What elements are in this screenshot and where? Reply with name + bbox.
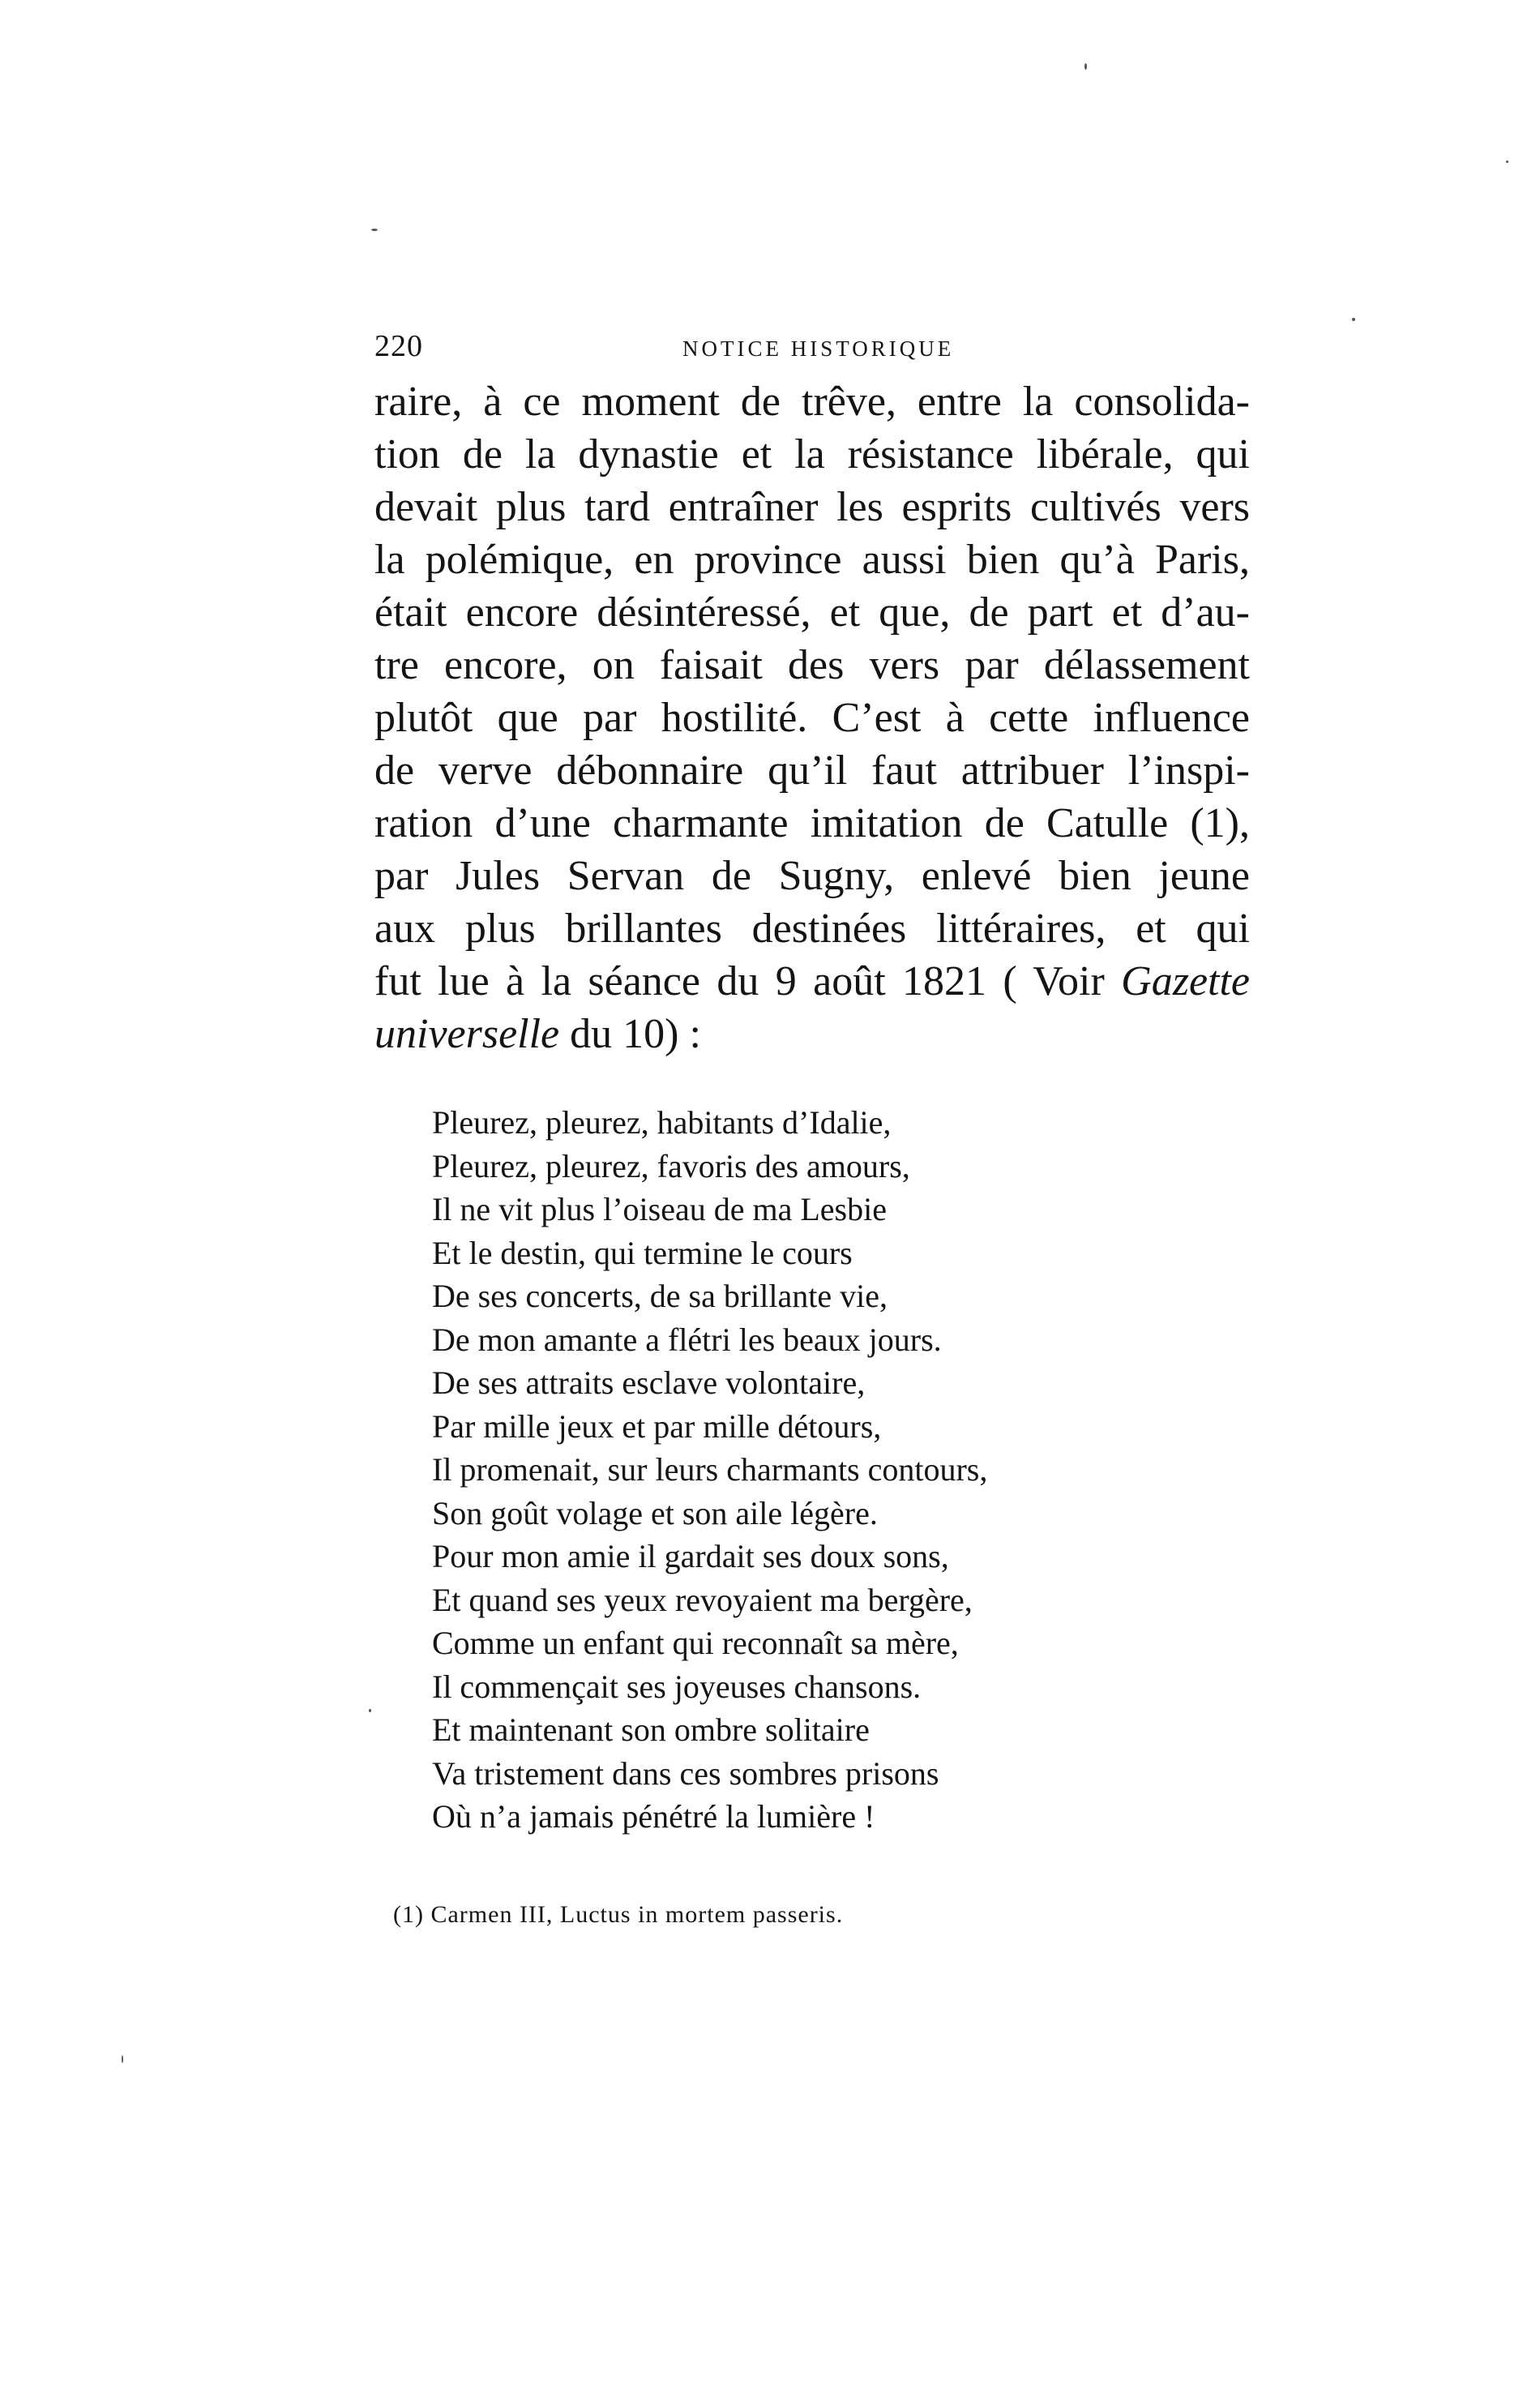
poem-verse: Il promenait, sur leurs charmants contours, bbox=[432, 1451, 988, 1488]
poem-verse: De ses attraits esclave volontaire, bbox=[432, 1364, 866, 1401]
poem-verse: Pour mon amie il gardait ses doux sons, bbox=[432, 1538, 949, 1574]
paragraph-line: tre encore, on faisait des vers par délassement bbox=[374, 642, 1250, 688]
poem-verse: De mon amante a flétri les beaux jours. bbox=[432, 1321, 942, 1358]
paragraph-text: du 10) : bbox=[559, 1011, 701, 1057]
poem-verse: Et quand ses yeux revoyaient ma bergère, bbox=[432, 1581, 973, 1618]
poem-verse: Où n’a jamais pénétré la lumière ! bbox=[432, 1798, 875, 1835]
footnote: (1) Carmen III, Luctus in mortem passeris. bbox=[393, 1901, 844, 1928]
paragraph-line: raire, à ce moment de trêve, entre la consolida- bbox=[374, 379, 1250, 425]
poem-verse: Son goût volage et son aile légère. bbox=[432, 1494, 878, 1531]
running-head: NOTICE HISTORIQUE bbox=[682, 336, 955, 361]
paragraph-line: par Jules Servan de Sugny, enlevé bien jeune bbox=[374, 853, 1250, 899]
poem-verse: Il ne vit plus l’oiseau de ma Lesbie bbox=[432, 1191, 887, 1227]
poem-block bbox=[432, 1101, 987, 1839]
scan-speck bbox=[122, 2055, 123, 2063]
paragraph-line: la polémique, en province aussi bien qu’à Paris, bbox=[374, 537, 1250, 583]
paragraph-line: aux plus brillantes destinées littéraires, et qui bbox=[374, 906, 1250, 952]
poem-verse: Il commençait ses joyeuses chansons. bbox=[432, 1668, 922, 1705]
poem-verse: Comme un enfant qui reconnaît sa mère, bbox=[432, 1625, 959, 1661]
scan-speck bbox=[1506, 161, 1508, 163]
poem-verse: Et le destin, qui termine le cours bbox=[432, 1234, 853, 1271]
citation-title-part1: Gazette bbox=[1121, 958, 1250, 1004]
poem-verse: Pleurez, pleurez, habitants d’Idalie, bbox=[432, 1104, 892, 1141]
scan-speck bbox=[371, 229, 378, 231]
poem-verse: Va tristement dans ces sombres prisons bbox=[432, 1754, 939, 1792]
paragraph-text: fut lue à la séance du 9 août 1821 ( Voir bbox=[374, 958, 1122, 1004]
paragraph-line: ration d’une charmante imitation de Catulle (1), bbox=[374, 800, 1250, 846]
paragraph-last-line bbox=[374, 1008, 1250, 1060]
poem-verse: Par mille jeux et par mille détours, bbox=[432, 1407, 882, 1445]
paragraph-line: tion de la dynastie et la résistance libérale, qui bbox=[374, 431, 1250, 478]
page-header bbox=[374, 328, 1258, 369]
scan-speck bbox=[369, 1709, 371, 1712]
scan-speck bbox=[1084, 63, 1087, 70]
citation-title-part2: universelle bbox=[374, 1011, 560, 1057]
paragraph-line-with-citation bbox=[374, 955, 1250, 1008]
paragraph-line: était encore désintéressé, et que, de part et d’au- bbox=[374, 589, 1250, 636]
paragraph-line: plutôt que par hostilité. C’est à cette influence bbox=[374, 695, 1250, 741]
paragraph-line: de verve débonnaire qu’il faut attribuer l’inspi- bbox=[374, 747, 1250, 794]
scan-speck bbox=[1352, 318, 1355, 321]
poem-verse: De ses concerts, de sa brillante vie, bbox=[432, 1278, 888, 1314]
main-paragraph bbox=[374, 375, 1250, 1060]
page-number: 220 bbox=[374, 329, 423, 363]
poem-verse: Pleurez, pleurez, favoris des amours, bbox=[432, 1147, 910, 1184]
poem-verse: Et maintenant son ombre solitaire bbox=[432, 1711, 870, 1748]
paragraph-line: devait plus tard entraîner les esprits cultivés vers bbox=[374, 484, 1250, 530]
